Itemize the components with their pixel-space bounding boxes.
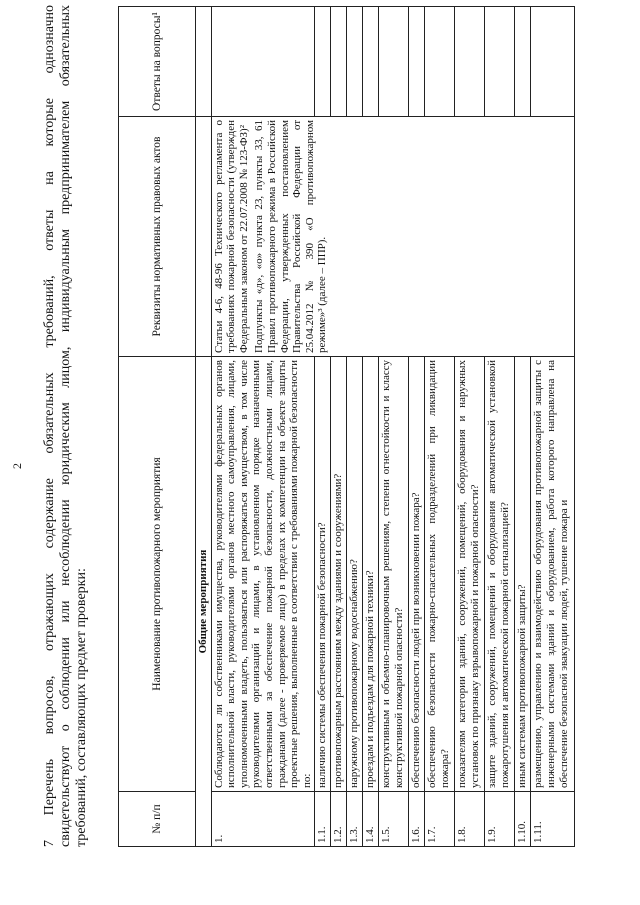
row-text: обеспечению безопасности людей при возникновении пожара? [409, 357, 425, 792]
row-number: 1.6. [409, 792, 425, 847]
header-requisites: Реквизиты нормативных правовых актов [119, 117, 196, 357]
answer-cell[interactable] [315, 7, 331, 117]
table-row [211, 7, 315, 847]
row-number: 1. [211, 792, 315, 847]
checklist-table [118, 6, 575, 847]
answer-cell[interactable] [379, 7, 409, 117]
requisites-text-2: Подпункты «д», «о» пункта 23, пункты 33, 61 Правил противопожарного режима в Российской Федерации, утвержденных постановлением Правительства Российской Федерации от 25.04.2012 № 390 «О противопожарном режиме»³ (далее – ППР). [253, 120, 329, 353]
answer-cell[interactable] [211, 7, 315, 117]
section-title: Общие мероприятия [196, 357, 212, 847]
row-number: 1.3. [347, 792, 363, 847]
requisites-cell [211, 117, 575, 357]
row-text: иным системам противопожарной защиты? [515, 357, 531, 792]
header-answers: Ответы на вопросы¹ [119, 7, 196, 117]
row-number: 1.1. [315, 792, 331, 847]
row-text: конструктивным и объемно-планировочным решениям, степени огнестойкости и классу конструктивной пожарной опасности? [379, 357, 409, 792]
page-number: 2 [10, 463, 24, 469]
row-number: 1.2. [331, 792, 347, 847]
answer-cell[interactable] [455, 7, 485, 117]
intro-paragraph [42, 5, 90, 847]
header-name: Наименование противопожарного мероприятия [119, 357, 196, 792]
row-text: проездам и подъездам для пожарной техники? [363, 357, 379, 792]
row-text: показателям категории зданий, сооружений, помещений, оборудования и наружных установок по признаку взрывопожарной и пожарной опасности? [455, 357, 485, 792]
row-text: наличию системы обеспечения пожарной безопасности? [315, 357, 331, 792]
row-number: 1.5. [379, 792, 409, 847]
row-text: обеспечению безопасности пожарно-спасательных подразделений при ликвидации пожара? [425, 357, 455, 792]
intro-line-3: требований, составляющих предмет проверки: [74, 568, 89, 847]
row-text: наружному противопожарному водоснабжению? [347, 357, 363, 792]
row-text: размещению, управлению и взаимодействию оборудования противопожарной защиты с инженерными системами зданий и оборудованием, работа которого направлена на обеспечение безопасной эвакуации людей, тушение пожара и [531, 357, 575, 792]
section-row [196, 7, 212, 847]
intro-line-1: 7 Перечень вопросов, отражающих содержание обязательных требований, ответы на которые однозначно [42, 5, 57, 847]
answer-cell[interactable] [425, 7, 455, 117]
section-empty-cell [196, 7, 212, 117]
requisites-text-1: Статьи 4-6, 48-96 Технического регламента о требованиях пожарной безопасности (утвержден Федеральным законом от 22.07.2008 № 123-ФЗ)² [212, 120, 250, 353]
intro-line-2: свидетельствуют о соблюдении или несоблюдении юридическим лицом, индивидуальным предпринимателем обязательных [58, 5, 73, 847]
row-number: 1.8. [455, 792, 485, 847]
answer-cell[interactable] [347, 7, 363, 117]
row-number: 1.10. [515, 792, 531, 847]
answer-cell[interactable] [363, 7, 379, 117]
section-empty-cell [196, 117, 212, 357]
row-text: Соблюдаются ли собственниками имущества, руководителями федеральных органов исполнительной власти, руководителями органов местного самоуправления, лицами, уполномоченными владеть, пользоваться или распоряжаться имуществом, в том числе руководителями организаций и лицами, в установленном порядке назначенными ответственными за обеспечение пожарной безопасности, должностными лицами, гражданами (далее - проверяемое лицо) в пределах их компетенции на объекте защиты проектные решения, выполненные в соответствии с требованиями пожарной безопасности по: [211, 357, 315, 792]
row-number: 1.4. [363, 792, 379, 847]
row-number: 1.7. [425, 792, 455, 847]
answer-cell[interactable] [409, 7, 425, 117]
answer-cell[interactable] [331, 7, 347, 117]
header-num: № п/п [119, 792, 196, 847]
row-text: защите зданий, сооружений, помещений и оборудования автоматической установкой пожаротушения и автоматической пожарной сигнализацией? [485, 357, 515, 792]
answer-cell[interactable] [485, 7, 515, 117]
row-text: противопожарным расстояниям между зданиями и сооружениями? [331, 357, 347, 792]
table-header-row [119, 7, 196, 847]
row-number: 1.11. [531, 792, 575, 847]
answer-cell[interactable] [531, 7, 575, 117]
answer-cell[interactable] [515, 7, 531, 117]
row-number: 1.9. [485, 792, 515, 847]
